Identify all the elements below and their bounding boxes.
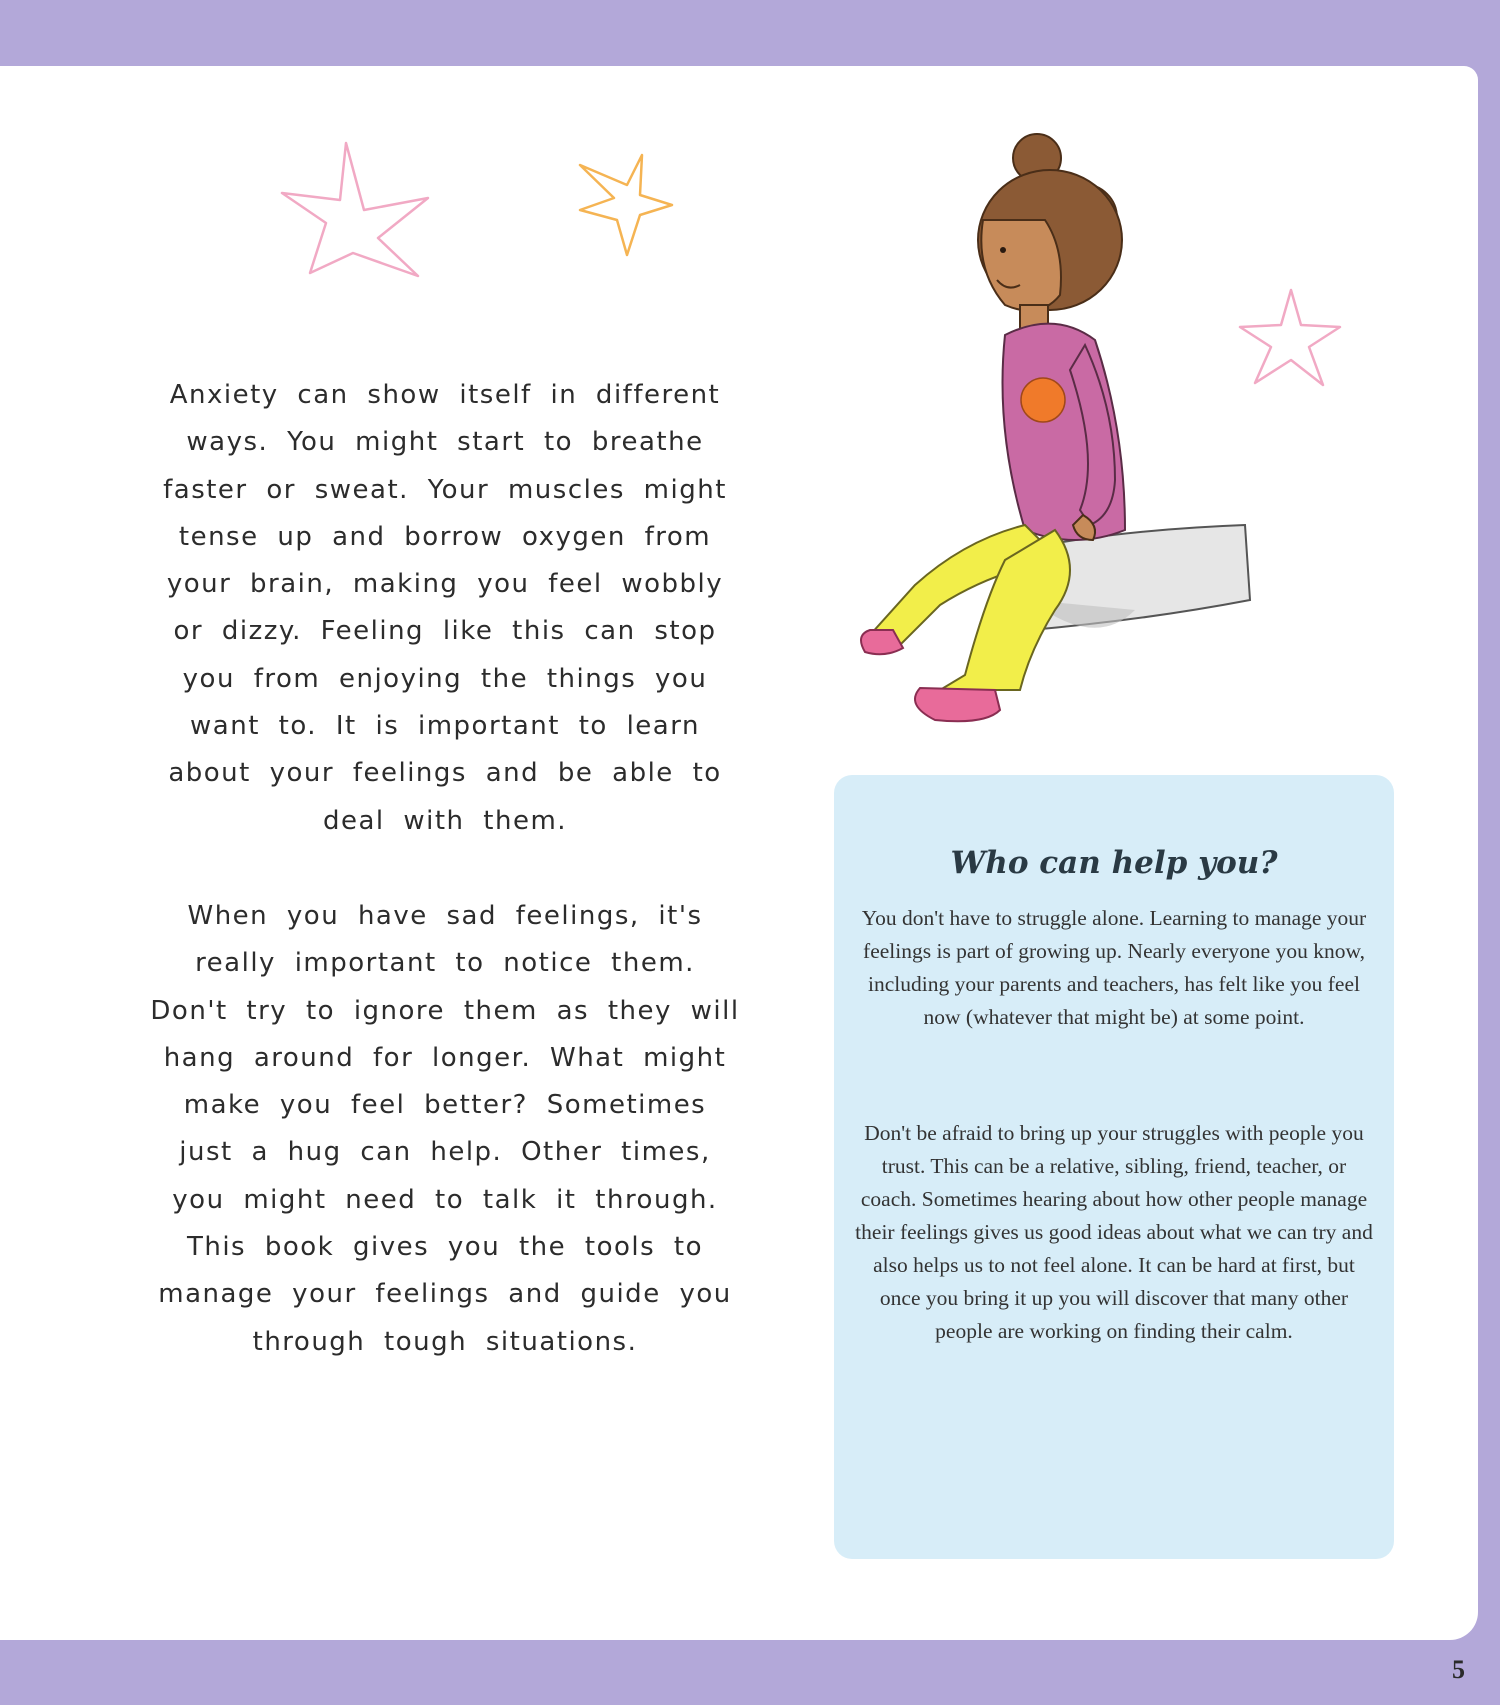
page-number: 5 [1452,1655,1465,1684]
help-box-paragraph: You don't have to struggle alone. Learning to manage your feelings is part of growing up. Nearly everyone you know, including your parents and teachers, has felt like you feel now (whatever that might be) at some point. [861,906,1367,1029]
paragraph-anxiety: Anxiety can show itself in different ways. You might start to breathe faster or sweat. Your muscles might tense up and borrow oxygen from your brain, making you feel wobbly or dizzy. Feeling like this can stop you from enjoying the things you want to. It is important to learn about your feelings and be able to deal with them. [163,380,727,836]
star-orange-icon [572,150,682,270]
help-box-paragraph: Don't be afraid to bring up your struggles with people you trust. This can be a relative, sibling, friend, teacher, or coach. Sometimes hearing about how other people manage their feelings gives us good ideas about what we can try and also helps us to not feel alone. It can be hard at first, but once you bring it up you will discover that many other people are working on finding their calm. [855,1121,1373,1343]
help-box-title: Who can help you? [950,845,1278,881]
girl-sitting-on-wall-icon [815,130,1275,770]
help-box [834,775,1394,1559]
star-pink-left-icon [278,138,438,288]
paragraph-sad-feelings: When you have sad feelings, it's really important to notice them. Don't try to ignore them as they will hang around for longer. What might make you feel better? Sometimes just a hug can help. Other times, you might need to talk it through. This book gives you the tools to manage your feelings and guide you through tough situations. [150,901,740,1357]
